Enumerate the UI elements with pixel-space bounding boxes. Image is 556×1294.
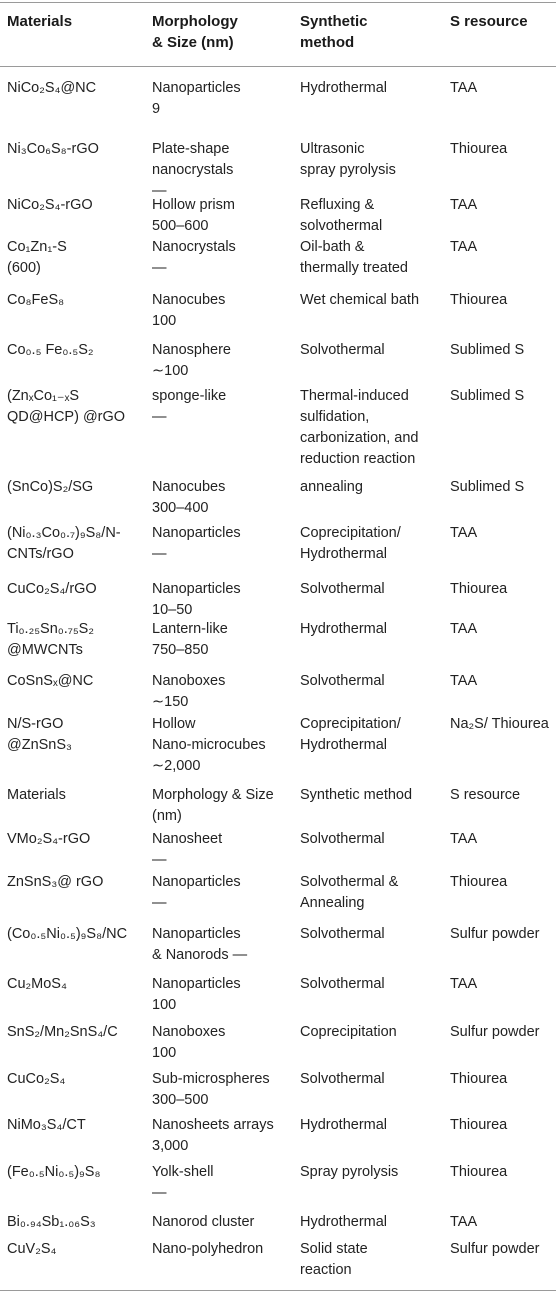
cell-material [7,619,94,661]
cell-line: ∼150 [152,694,189,710]
cell-line: annealing [300,479,363,495]
cell-line: sulfidation, [300,409,370,425]
cell-resource [450,477,524,498]
cell-material [7,1069,65,1090]
cell-line: Sublimed S [450,479,525,495]
cell-line: spray pyrolysis [300,162,396,178]
cell-line: — [152,895,167,911]
cell-material [7,386,125,428]
cell-morphology [152,1239,263,1260]
cell-line: 300–500 [152,1092,209,1108]
cell-line: Solvothermal [300,673,385,689]
cell-material [7,477,93,498]
cell-material [7,139,99,160]
cell-line: 10–50 [152,602,193,618]
cell-morphology [152,924,247,966]
cell-line: — [152,852,167,868]
cell-line: Coprecipitation [300,1024,397,1040]
header-bottom-rule [0,66,556,67]
cell-line: 9 [152,101,161,117]
cell-line: Thiourea [450,874,508,890]
table-top-rule [0,2,556,3]
cell-method [300,872,398,914]
cell-line: TAA [450,976,478,992]
cell-morphology [152,386,226,428]
cell-method [300,1162,398,1183]
cell-line: CuCo₂S₄ [7,1071,66,1087]
cell-line: Ti₀.₂₅Sn₀.₇₅S₂ [7,621,94,637]
cell-line: 300–400 [152,500,209,516]
cell-line: Hydrothermal [300,80,388,96]
cell-method [300,1115,387,1136]
cell-line: Nano-microcubes [152,737,266,753]
cell-line: & Nanorods — [152,947,248,963]
cell-line: Annealing [300,895,365,911]
cell-line: TAA [450,673,478,689]
cell-resource [450,671,477,692]
header-method [300,11,368,53]
cell-material [7,78,96,99]
cell-line: 100 [152,313,177,329]
cell-line: Thiourea [450,1071,508,1087]
cell-method [300,1239,368,1281]
cell-method [300,785,412,806]
cell-material [7,671,93,692]
cell-line: Sublimed S [450,342,525,358]
cell-morphology [152,872,241,914]
cell-line: Nanosheet [152,831,223,847]
cell-material [7,523,121,565]
cell-line: TAA [450,239,478,255]
cell-morphology [152,1022,225,1064]
cell-resource [450,1162,507,1183]
cell-line: Yolk-shell [152,1164,214,1180]
cell-line: Nanocubes [152,292,226,308]
cell-morphology [152,1212,254,1233]
cell-line: carbonization, and [300,430,419,446]
cell-line: Na₂S/ Thiourea [450,716,549,732]
cell-morphology [152,1069,270,1111]
cell-line: Solvothermal [300,342,385,358]
cell-line: Synthetic method [300,787,413,803]
cell-material [7,924,127,945]
cell-method [300,974,385,995]
cell-line: Cu₂MoS₄ [7,976,67,992]
cell-line: Nanoparticles [152,926,241,942]
cell-line: NiCo₂S₄-rGO [7,197,93,213]
cell-line: VMo₂S₄-rGO [7,831,91,847]
cell-method [300,195,382,237]
cell-line: Hydrothermal [300,737,388,753]
cell-morphology [152,477,225,519]
cell-line: 750–850 [152,642,209,658]
cell-material [7,1162,100,1183]
cell-line: CuCo₂S₄/rGO [7,581,97,597]
cell-line: ∼2,000 [152,758,201,774]
cell-method [300,619,387,640]
cell-line: CuV₂S₄ [7,1241,57,1257]
cell-morphology [152,829,222,871]
cell-method [300,477,363,498]
cell-line: Nanoboxes [152,1024,226,1040]
cell-resource [450,340,524,361]
cell-resource [450,974,477,995]
cell-morphology [152,579,241,621]
cell-line: — [152,1185,167,1201]
cell-morphology [152,1162,214,1204]
cell-line: Sublimed S [450,388,525,404]
cell-line: NiMo₃S₄/CT [7,1117,86,1133]
cell-line: Nanosphere [152,342,231,358]
cell-line: reaction [300,1262,352,1278]
cell-morphology [152,290,225,332]
cell-line: Solvothermal & [300,874,399,890]
cell-line: Nanoparticles [152,976,241,992]
cell-material [7,340,94,361]
cell-morphology [152,237,236,279]
cell-line: Nanoparticles [152,581,241,597]
cell-line: ZnSnS₃@ rGO [7,874,104,890]
cell-line: — [152,260,167,276]
cell-morphology [152,1115,274,1157]
cell-method [300,924,385,945]
cell-line: Solvothermal [300,1071,385,1087]
cell-line: Thiourea [450,292,508,308]
cell-line: (ZnₓCo₁₋ₓS [7,388,80,404]
cell-resource [450,579,507,600]
cell-method [300,1069,385,1090]
cell-line: Nanoparticles [152,80,241,96]
cell-line: Refluxing & [300,197,375,213]
cell-line: (SnCo)S₂/SG [7,479,94,495]
cell-method [300,1212,387,1233]
cell-line: Sulfur powder [450,926,540,942]
cell-resource [450,619,477,640]
cell-line: — [152,409,167,425]
cell-line: Hydrothermal [300,621,388,637]
cell-line: N/S-rGO [7,716,64,732]
cell-material [7,290,64,311]
cell-line: Ultrasonic [300,141,365,157]
cell-resource [450,714,549,735]
cell-line: Thermal-induced [300,388,409,404]
cell-morphology [152,78,241,120]
cell-line: Thiourea [450,141,508,157]
cell-resource [450,237,477,258]
cell-resource [450,829,477,850]
cell-line: Nanoboxes [152,673,226,689]
cell-method [300,829,385,850]
cell-method [300,78,387,99]
cell-line: Thiourea [450,1117,508,1133]
cell-line: Nano-polyhedron [152,1241,264,1257]
cell-morphology [152,974,241,1016]
cell-material [7,1212,96,1233]
cell-line: S resource [450,13,528,30]
cell-line: Sub-microspheres [152,1071,270,1087]
cell-line: reduction reaction [300,451,416,467]
cell-line: ∼100 [152,363,189,379]
cell-line: method [300,34,355,51]
cell-morphology [152,523,241,565]
cell-line: Materials [7,13,73,30]
cell-line: TAA [450,525,478,541]
cell-line: @MWCNTs [7,642,83,658]
cell-line: Thiourea [450,581,508,597]
cell-line: CNTs/rGO [7,546,74,562]
cell-line: Nanoparticles [152,874,241,890]
cell-line: NiCo₂S₄@NC [7,80,97,96]
cell-line: Wet chemical bath [300,292,420,308]
cell-resource [450,1022,539,1043]
header-morphology [152,11,238,53]
cell-line: (600) [7,260,41,276]
cell-line: TAA [450,621,478,637]
cell-method [300,386,419,470]
cell-morphology [152,340,231,382]
cell-method [300,237,408,279]
cell-line: (Fe₀.₅Ni₀.₅)₉S₈ [7,1164,101,1180]
cell-line: Solvothermal [300,926,385,942]
cell-line: Hydrothermal [300,1214,388,1230]
cell-line: — [152,546,167,562]
cell-resource [450,1069,507,1090]
cell-line: (Ni₀.₃Co₀.₇)₉S₈/N- [7,525,121,541]
cell-line: @ZnSnS₃ [7,737,72,753]
cell-line: 3,000 [152,1138,189,1154]
cell-resource [450,924,539,945]
cell-method [300,340,385,361]
cell-line: sponge-like [152,388,227,404]
cell-morphology [152,785,274,827]
cell-resource [450,290,507,311]
cell-material [7,1022,118,1043]
cell-material [7,974,67,995]
header-resource [450,11,528,32]
cell-morphology [152,714,266,777]
cell-resource [450,139,507,160]
cell-line: Coprecipitation/ [300,716,401,732]
cell-line: QD@HCP) @rGO [7,409,126,425]
cell-material [7,872,103,893]
cell-line: Morphology & Size [152,787,274,803]
cell-material [7,237,67,279]
cell-material [7,1115,86,1136]
cell-line: Synthetic [300,13,368,30]
cell-resource [450,872,507,893]
cell-line: Ni₃Co₆S₈-rGO [7,141,99,157]
cell-line: Nanocubes [152,479,226,495]
cell-line: Co₈FeS₈ [7,292,65,308]
cell-line: Morphology [152,13,238,30]
cell-line: SnS₂/Mn₂SnS₄/C [7,1024,118,1040]
cell-line: Nanocrystals [152,239,236,255]
header-materials [7,11,72,32]
cell-resource [450,523,477,544]
cell-morphology [152,195,235,237]
cell-line: solvothermal [300,218,383,234]
cell-line: nanocrystals [152,162,234,178]
cell-line: Co₀.₅ Fe₀.₅S₂ [7,342,94,358]
cell-line: Spray pyrolysis [300,1164,399,1180]
cell-line: (nm) [152,808,182,824]
cell-morphology [152,671,225,713]
cell-method [300,671,385,692]
cell-material [7,714,72,756]
cell-method [300,714,401,756]
cell-material [7,195,93,216]
cell-line: Nanosheets arrays [152,1117,274,1133]
table-bottom-rule [0,1290,556,1291]
cell-line: CoSnSₓ@NC [7,673,94,689]
cell-method [300,579,385,600]
cell-resource [450,78,477,99]
cell-morphology [152,619,228,661]
cell-line: Thiourea [450,1164,508,1180]
cell-method [300,290,419,311]
cell-line: Coprecipitation/ [300,525,401,541]
cell-line: — [152,183,167,199]
cell-line: 500–600 [152,218,209,234]
cell-line: TAA [450,831,478,847]
cell-line: & Size (nm) [152,34,234,51]
cell-morphology [152,139,233,202]
cell-line: Hollow [152,716,196,732]
cell-material [7,579,97,600]
cell-method [300,1022,397,1043]
cell-line: Bi₀.₉₄Sb₁.₀₆S₃ [7,1214,96,1230]
cell-line: TAA [450,197,478,213]
cell-resource [450,1239,539,1260]
cell-line: 100 [152,997,177,1013]
cell-line: Sulfur powder [450,1241,540,1257]
cell-material [7,829,90,850]
cell-line: Nanorod cluster [152,1214,255,1230]
cell-line: TAA [450,80,478,96]
cell-line: Solvothermal [300,976,385,992]
cell-material [7,785,66,806]
cell-resource [450,1212,477,1233]
cell-line: Solvothermal [300,581,385,597]
cell-method [300,139,396,181]
cell-line: Materials [7,787,66,803]
cell-line: (Co₀.₅Ni₀.₅)₉S₈/NC [7,926,128,942]
cell-line: Hydrothermal [300,1117,388,1133]
cell-line: S resource [450,787,521,803]
cell-material [7,1239,56,1260]
cell-line: Plate-shape [152,141,230,157]
cell-line: Co₁Zn₁-S [7,239,67,255]
cell-line: Solvothermal [300,831,385,847]
cell-line: TAA [450,1214,478,1230]
cell-line: Solid state [300,1241,368,1257]
cell-line: 100 [152,1045,177,1061]
cell-line: Lantern-like [152,621,228,637]
cell-resource [450,785,520,806]
cell-line: thermally treated [300,260,408,276]
cell-method [300,523,401,565]
cell-line: Oil-bath & [300,239,365,255]
cell-resource [450,195,477,216]
cell-line: Hydrothermal [300,546,388,562]
cell-resource [450,1115,507,1136]
cell-resource [450,386,524,407]
cell-line: Hollow prism [152,197,235,213]
cell-line: Sulfur powder [450,1024,540,1040]
cell-line: Nanoparticles [152,525,241,541]
